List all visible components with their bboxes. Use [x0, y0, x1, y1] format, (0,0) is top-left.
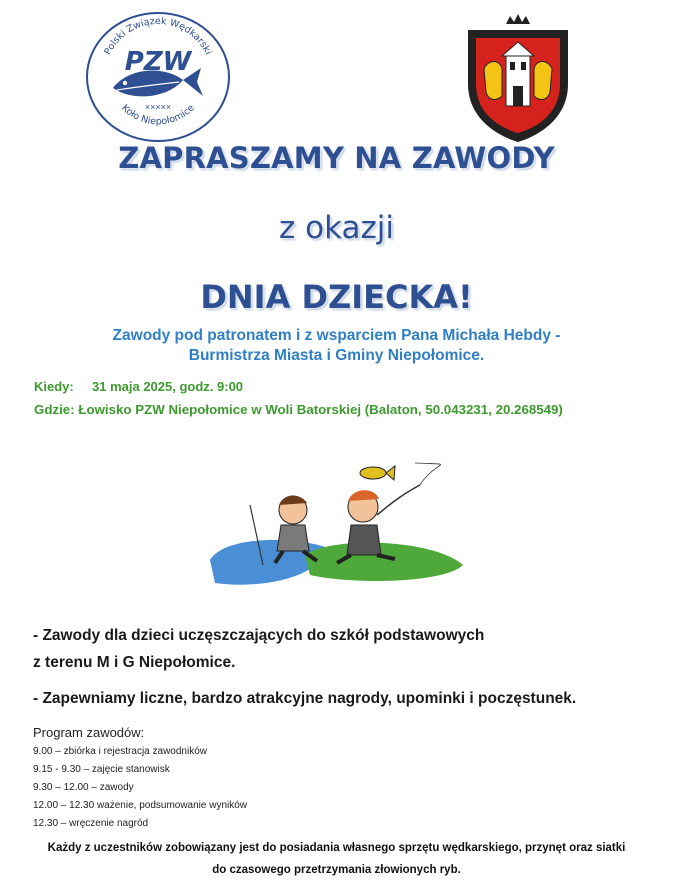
program-item: 9.30 – 12.00 – zawody	[33, 782, 134, 793]
pzw-bottom-arc: Koło Niepołomice	[119, 102, 197, 128]
program-item: 9.00 – zbiórka i rejestracja zawodników	[33, 746, 207, 757]
title-line-1: ZAPRASZAMY NA ZAWODY	[118, 141, 555, 175]
where-line: Gdzie: Łowisko PZW Niepołomice w Woli Batorskiej (Balaton, 50.043231, 20.268549)	[34, 402, 563, 417]
pzw-logo	[83, 10, 233, 145]
program-item: 9.15 - 9.30 – zajęcie stanowisk	[33, 764, 170, 775]
coat-of-arms-icon	[458, 14, 578, 144]
patronage-line-1: Zawody pod patronatem i z wsparciem Pana Michała Hebdy -	[112, 327, 561, 344]
pzw-monogram: PZW	[124, 47, 192, 77]
title-line-2: z okazji	[279, 210, 394, 246]
footer-line-1: Każdy z uczestników zobowiązany jest do posiadania własnego sprzętu wędkarskiego, przynęt oraz siatki	[47, 842, 626, 854]
program-item: 12.00 – 12.30 ważenie, podsumowanie wyników	[33, 800, 248, 811]
program-item: 12.30 – wręczenie nagród	[33, 818, 149, 829]
when-value: 31 maja 2025, godz. 9:00	[92, 379, 244, 394]
bullet-line-2: z terenu M i G Niepołomice.	[33, 654, 236, 671]
pzw-stars: ×××××	[144, 102, 172, 112]
footer-line-2: do czasowego przetrzymania złowionych ryb.	[212, 864, 461, 876]
patronage-line-2: Burmistrza Miasta i Gminy Niepołomice.	[188, 347, 485, 364]
title-line-3: DNIA DZIECKA!	[200, 278, 473, 316]
fish-icon	[360, 466, 395, 480]
kids-fishing-illustration	[205, 455, 470, 595]
bullet-line-3: - Zapewniamy liczne, bardzo atrakcyjne nagrody, upominki i poczęstunek.	[33, 690, 577, 707]
pzw-top-arc: Polski Związek Wędkarski	[102, 15, 214, 57]
bullet-line-1: - Zawody dla dzieci uczęszczających do szkół podstawowych	[33, 627, 485, 644]
program-title: Program zawodów:	[33, 725, 145, 740]
when-label: Kiedy:	[34, 379, 74, 394]
